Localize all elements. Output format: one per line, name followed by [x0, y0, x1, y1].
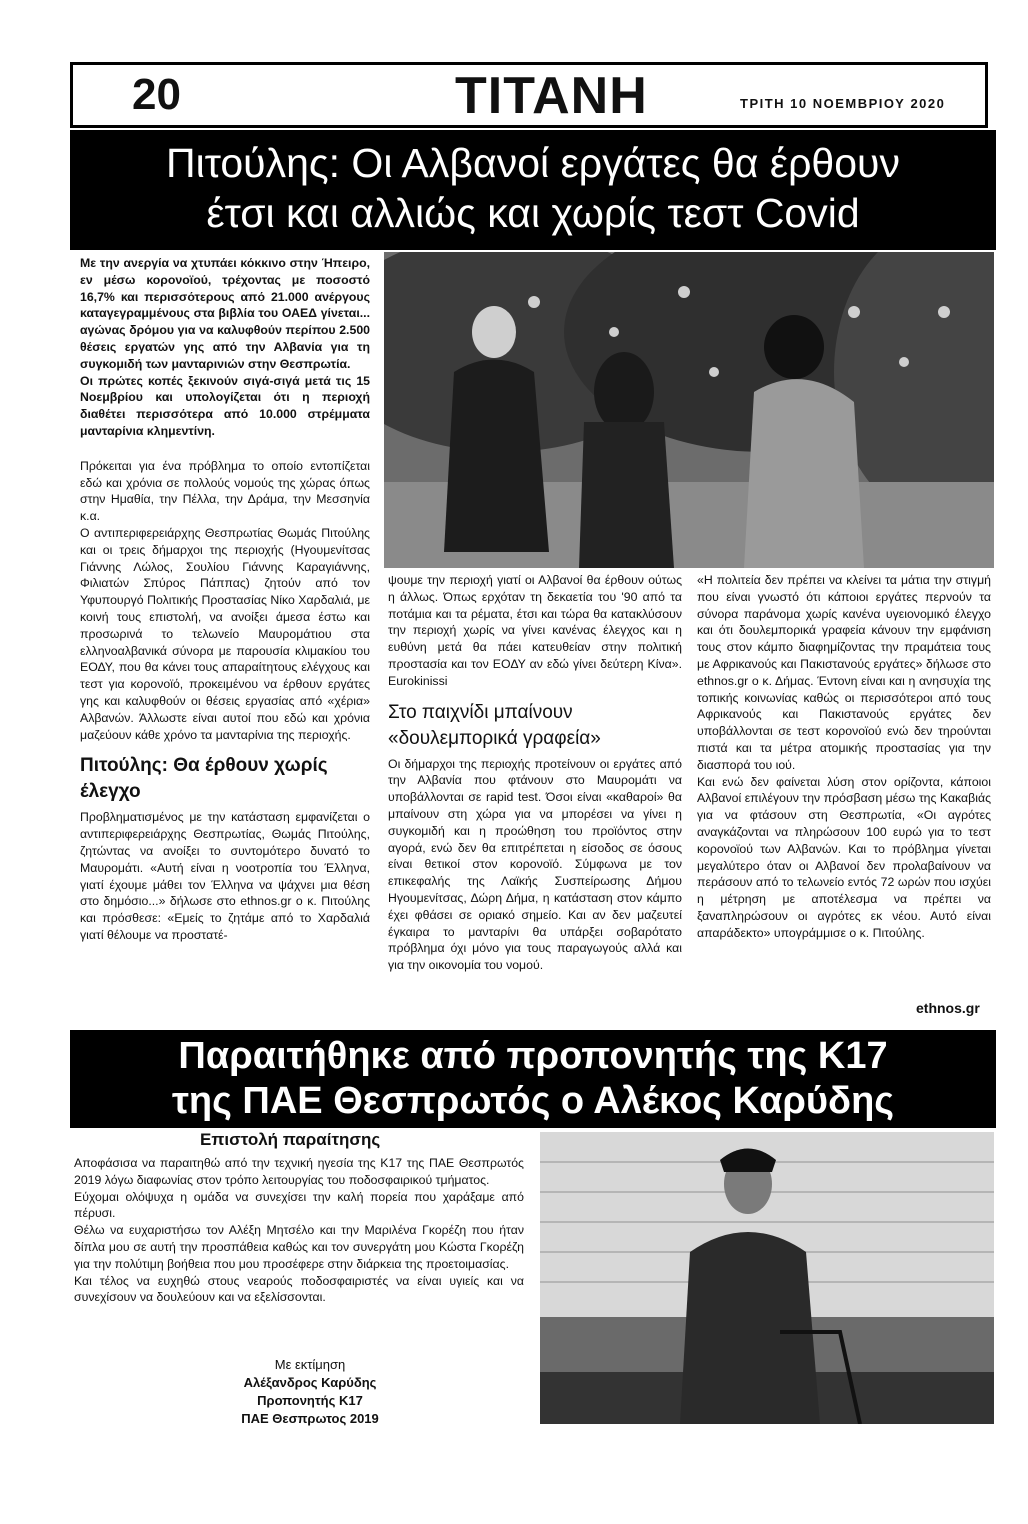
orchard-photo-graphic — [384, 252, 994, 568]
article1-paragraph: Οι πρώτες κοπές ξεκινούν σιγά-σιγά μετά τις 15 Νοεμβρίου και υπολογίζεται ότι η περιοχή διαθέτει περισσότερα από 10.000 στρέμματα μανταρίνια κλημεντίνη. — [80, 373, 370, 438]
article1-paragraph: ψουμε την περιοχή γιατί οι Αλβανοί θα έρθουν ούτως η άλλως. Όπως ερχόταν τη δεκαετία του '90 από τα ποτάμια και τα ρέματα, έτσι και τώρα θα κατακλύσουν την περιοχή χωρίς να γίνει κανένας έλεγχος και η ευθύνη μετά θα πάει κατευθείαν στην πολιτική προστασία και τον ΕΟΔΥ αν εδώ γίνει δεύτερη Κίνα». Eurokinissi — [388, 573, 682, 688]
article1-column3 — [697, 572, 991, 942]
article1-paragraph: Και ενώ δεν φαίνεται λύση στον ορίζοντα, κάποιοι Αλβανοί επιλέγουν την πρόσβαση μέσω της Κακαβιάς για να φτάσουν στη Θεσπρωτία, «Οι αγρότες αναγκάζονται να πληρώσουν 100 ευρώ για το τεστ κορονοϊού των Αλβανών. Και το πρόβλημα γίνεται μεγαλύτερο όταν οι Αλβανοί δεν προλαβαίνουν να περάσουν από το τελωνείο εντός 72 ωρών που ισχύει η μέτρηση με αποτέλεσμα να πρέπει να ξαναπληρώσουν οι αγρότες εκ νέου. Αυτό είναι απαράδεκτο» υπογράμμισε ο κ. Πιτούλης. — [697, 774, 991, 940]
article1-column1 — [80, 255, 370, 944]
article1-subhead2: Στο παιχνίδι μπαίνουν «δουλεμπορικά γραφεία» — [388, 701, 601, 749]
mandarin-harvest-photo — [384, 252, 994, 568]
letter-paragraph: Και τέλος να ευχηθώ στους νεαρούς ποδοσφαιριστές να είναι υγιείς και να συνεχίσουν να δουλεύουν και να εξελίσσονται. — [74, 1273, 524, 1305]
signoff-name: Αλέξανδρος Καρύδης — [243, 1375, 377, 1390]
newspaper-name: ΤΙΤΑΝΗ — [455, 67, 648, 125]
signoff-role: Προπονητής Κ17 — [257, 1393, 363, 1408]
coach-photo-graphic — [540, 1132, 994, 1424]
signoff-club: ΠΑΕ Θεσπρωτος 2019 — [241, 1411, 379, 1426]
article1-paragraph: Με την ανεργία να χτυπάει κόκκινο στην Ήπειρο, εν μέσω κορονοϊού, τρέχοντας με ποσοστό 16,7% και περισσότερους από 21.000 ανέργους καταγεγραμμένους στα βιβλία του ΟΑΕΔ γίνεται... αγώνας δρόμου για να καλυφθούν περίπου 2.500 θέσεις εργατών γης από την Αλβανία για τη συγκομιδή των μανταρινιών στην Θεσπρωτία. — [80, 256, 370, 371]
article1-paragraph: Ο αντιπεριφερειάρχης Θεσπρωτίας Θωμάς Πιτούλης και οι τρεις δήμαρχοι της περιοχής (Ηγουμενίτσας Γιάννης Λώλος, Σουλίου Γιάννης Καραγιάννης, Φιλιατών Σπύρος Πάππας) ζητούν από τον Υφυπουργό Πολιτικής Προστασίας Νίκο Χαρδαλιά, με κοινή τους επιστολή, να ανοίξει άμεσα έστω και προσωρινά το τελωνείο Μαυρομάτιου στα ελληνοαλβανικά σύνορα με παρουσία κλιμακίου του ΕΟΔΥ, που θα κάνει τους απαραίτητους ελέγχους και τεστ για κορονοϊό, προκειμένου να έρθουν εργάτες γης και καλυφθούν οι θέσεις εργασίας από «χέρια» Αλβανών. Άλλωστε είναι αυτοί που εδώ και χρόνια μαζεύουν κάθε χρόνο τα μανταρίνια της περιοχής. — [80, 525, 370, 742]
page-number: 20 — [132, 70, 181, 119]
letter-signoff — [160, 1356, 460, 1428]
letter-paragraph: Εύχομαι ολόψυχα η ομάδα να συνεχίσει την καλή πορεία που χαράξαμε από πέρυσι. — [74, 1189, 524, 1221]
article1-subhead1: Πιτούλης: Θα έρθουν χωρίς έλεγχο — [80, 755, 328, 803]
article1-column2 — [388, 572, 682, 974]
article2-headline-line2: της ΠΑΕ Θεσπρωτός ο Αλέκος Καρύδης — [171, 1080, 895, 1122]
article1-paragraph: Πρόκειται για ένα πρόβλημα το οποίο εντοπίζεται εδώ και χρόνια σε πολλούς νομούς της χώρας όπως στην Ημαθία, την Πέλλα, την Δράμα, την Μεσσηνία κ.α. — [80, 458, 370, 524]
signoff-greeting: Με εκτίμηση — [274, 1357, 346, 1372]
article2-headline-line1: Παραιτήθηκε από προπονητής της Κ17 — [178, 1035, 888, 1077]
article1-headline-line2: έτσι και αλλιώς και χωρίς τεστ Covid — [206, 190, 860, 236]
letter-paragraph: Θέλω να ευχαριστήσω τον Αλέξη Μητσέλο και την Μαριλένα Γκορέζη που ήταν δίπλα μου σε αυτή την προσπάθεια καθώς και τον συνεργάτη μου Κώστα Γκορέζη για την πολύτιμη βοήθεια που μου προσέφερε στην διάρκεια της προετοιμασίας. — [74, 1223, 524, 1271]
article1-paragraph: Προβληματισμένος με την κατάσταση εμφανίζεται ο αντιπεριφερειάρχης Θεσπρωτίας, Θωμάς Πιτούλης, ζητώντας να ανοίξει το συντομότερο δυνατό το Μαυρομάτι. «Αυτή είναι η νοοτροπία του Έλληνα, γιατί έχουμε μάθει τον Έλληνα να ψάχνει μια θέση στο δημόσιο...» δήλωσε στο ethnos.gr ο κ. Πιτούλης και πρόσθεσε: «Εμείς το ζητάμε από το Χαρδαλιά γιατί θέλουμε να προστατέ- — [80, 810, 370, 942]
article1-paragraph: «Η πολιτεία δεν πρέπει να κλείνει τα μάτια την στιγμή που είναι γνωστό ότι κάποιοι εργάτες περνούν τα σύνορα παράνομα χωρίς κανένα υγειονομικό έλεγχο και ότι δουλεμπορικά γραφεία κάνουν την εμφάνιση τους στον κάμπο διαφημίζοντας την πραμάτεια τους με Αφρικανούς και Πακιστανούς εργάτες» δήλωσε στο ethnos.gr ο κ. Δήμας. Έντονη είναι και η ανησυχία της τοπικής κοινωνίας καθώς οι περισσότεροι από τους Αφρικανούς και Πακιστανούς εργάτες δεν υποβάλλονται σε τεστ κορονοϊού ενώ δεν τηρούνται πιστά και τα μέτρα ατομικής προστασίας για την διασπορά του ιού. — [697, 573, 991, 772]
resignation-letter — [74, 1155, 524, 1306]
article2-headline — [70, 1030, 996, 1128]
issue-date: ΤΡΙΤΗ 10 ΝΟΕΜΒΡΙΟΥ 2020 — [740, 96, 946, 111]
article1-source: ethnos.gr — [916, 1000, 980, 1016]
letter-title: Επιστολή παραίτησης — [200, 1130, 381, 1149]
article1-paragraph: Οι δήμαρχοι της περιοχής προτείνουν οι εργάτες από την Αλβανία που φτάνουν στο Μαυρομάτι να υποβάλλονται σε rapid test. Όσοι είναι «καθαροί» θα μπαίνουν στη χώρα για να μπορέσει να γίνει η συγκομιδή και η προώθηση του προϊόντος στην αγορά, ενώ δεν θα επιτρέπεται η είσοδος σε όσους είναι θετικοί στον κορονοϊό. Σύμφωνα με τον επικεφαλής της Λαϊκής Συσπείρωσης Δήμου Ηγουμενίτσας, Δώρη Δήμα, η κατάσταση στον κάμπο έχει φθάσει σε οριακό σημείο. Και αν δεν μαζευτεί έγκαιρα το μανταρίνι θα υπάρξει σοβαρότατο πρόβλημα όχι μόνο για τους παραγωγούς αλλά και για την οικονομία του νομού. — [388, 756, 682, 973]
letter-paragraph: Αποφάσισα να παραιτηθώ από την τεχνική ηγεσία της Κ17 της ΠΑΕ Θεσπρωτός 2019 λόγω διαφωνίας στον τρόπο λειτουργίας του ποδοσφαιρικού τμήματος. — [74, 1156, 524, 1187]
article1-headline — [70, 130, 996, 250]
article1-headline-line1: Πιτούλης: Οι Αλβανοί εργάτες θα έρθουν — [166, 140, 900, 186]
coach-photo — [540, 1132, 994, 1424]
